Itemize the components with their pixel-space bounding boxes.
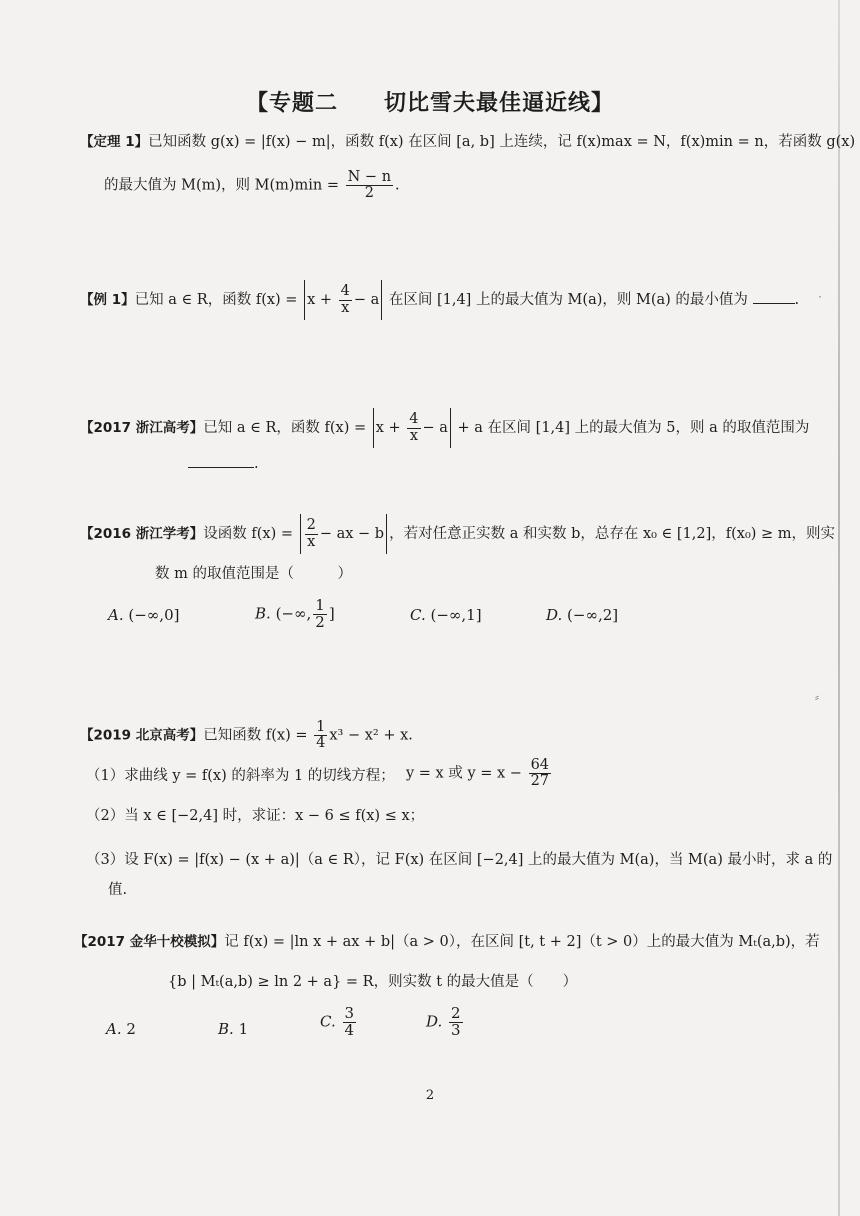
question-3-cont: 值.: [108, 882, 128, 898]
option-d[interactable]: D. $\frac{2}{3}$: [426, 1004, 461, 1039]
option-d[interactable]: D. (−∞,2]: [546, 606, 619, 624]
scan-speck: ·: [818, 290, 822, 304]
option-a[interactable]: A. 2: [106, 1020, 136, 1038]
problem-bj2019: 【2019 北京高考】已知函数 f(x) = $\frac{1}{4}$ x³ − x² + x.: [80, 719, 413, 752]
problem-line-2: {b | Mₜ(a,b) ≥ ln 2 + a} = R，则实数 t 的最大值是（ ）: [168, 974, 578, 990]
option-b[interactable]: B. (−∞, $\frac{1}{2}$ ]: [255, 596, 335, 631]
problem-tag: 【2017 金华十校模拟】: [74, 934, 225, 950]
scan-speck: ⸗: [815, 690, 819, 704]
example-tag: 【例 1】: [80, 292, 135, 308]
question-2: （2）当 x ∈ [−2,4] 时，求证：x − 6 ≤ f(x) ≤ x；: [86, 808, 425, 824]
question-3: （3）设 F(x) = |f(x) − (x + a)|（a ∈ R），记 F(x) 在区间 [−2,4] 上的最大值为 M(a)，当 M(a) 最小时，求 a 的: [86, 852, 833, 868]
question-1-answer: y = x 或 y = x − $\frac{64}{27}$: [406, 757, 550, 790]
question-1: （1）求曲线 y = f(x) 的斜率为 1 的切线方程；: [86, 768, 395, 784]
problem-zj2017: 【2017 浙江高考】已知 a ∈ R，函数 f(x) = x + $\frac{4}{x}$ − a + a 在区间 [1,4] 上的最大值为 5，则 a 的取值范围为: [80, 408, 809, 448]
problem-tag: 【2019 北京高考】: [80, 727, 204, 744]
problem-fraction: $\frac{4}{x}$: [409, 411, 419, 444]
theorem-text: 已知函数 g(x) = |f(x) − m|，函数 f(x) 在区间 [a, b] 上连续，记 f(x)max = N，f(x)min = n，若函数 g(x): [148, 134, 856, 150]
theorem-tag: 【定理 1】: [80, 134, 149, 150]
answer-blank[interactable]: [188, 467, 254, 468]
option-a[interactable]: A. (−∞,0]: [108, 606, 180, 624]
problem-line-2: 数 m 的取值范围是（ ）: [155, 566, 352, 582]
problem-zj2016: 【2016 浙江学考】设函数 f(x) = $\frac{2}{x}$ − ax − b ，若对任意正实数 a 和实数 b，总存在 x₀ ∈ [1,2]，f(x₀) ≥ m，则实: [80, 514, 835, 554]
option-c[interactable]: C. (−∞,1]: [410, 606, 482, 624]
example-1: 【例 1】已知 a ∈ R，函数 f(x) = x + $\frac{4}{x}$ − a 在区间 [1,4] 上的最大值为 M(a)，则 M(a) 的最小值为 .: [80, 280, 799, 320]
problem-tag: 【2017 浙江高考】: [80, 420, 204, 436]
page-number: 2: [425, 1088, 435, 1103]
theorem-line-2: 的最大值为 M(m)，则 M(m)min = $\frac{N - n}{2}$ .: [104, 169, 400, 202]
problem-jh2017: 【2017 金华十校模拟】记 f(x) = |ln x + ax + b|（a > 0），在区间 [t, t + 2]（t > 0）上的最大值为 Mₜ(a,b)，若: [74, 934, 820, 950]
example-fraction: $\frac{4}{x}$: [340, 283, 350, 316]
answer-blank-line: .: [188, 456, 259, 473]
answer-blank[interactable]: [753, 303, 795, 304]
theorem-text-2: 的最大值为 M(m)，则 M(m)min =: [104, 177, 340, 194]
page-title: 【专题二 切比雪夫最佳逼近线】: [245, 91, 614, 116]
theorem-fraction: $\frac{N - n}{2}$: [347, 169, 392, 202]
scan-edge: [838, 0, 840, 1216]
theorem-1: [80, 134, 855, 151]
option-c[interactable]: C. $\frac{3}{4}$: [320, 1004, 355, 1039]
problem-tag: 【2016 浙江学考】: [80, 526, 204, 542]
problem-fraction: $\frac{1}{4}$: [316, 719, 326, 752]
option-b[interactable]: B. 1: [218, 1020, 249, 1038]
problem-fraction: $\frac{2}{x}$: [306, 517, 316, 550]
